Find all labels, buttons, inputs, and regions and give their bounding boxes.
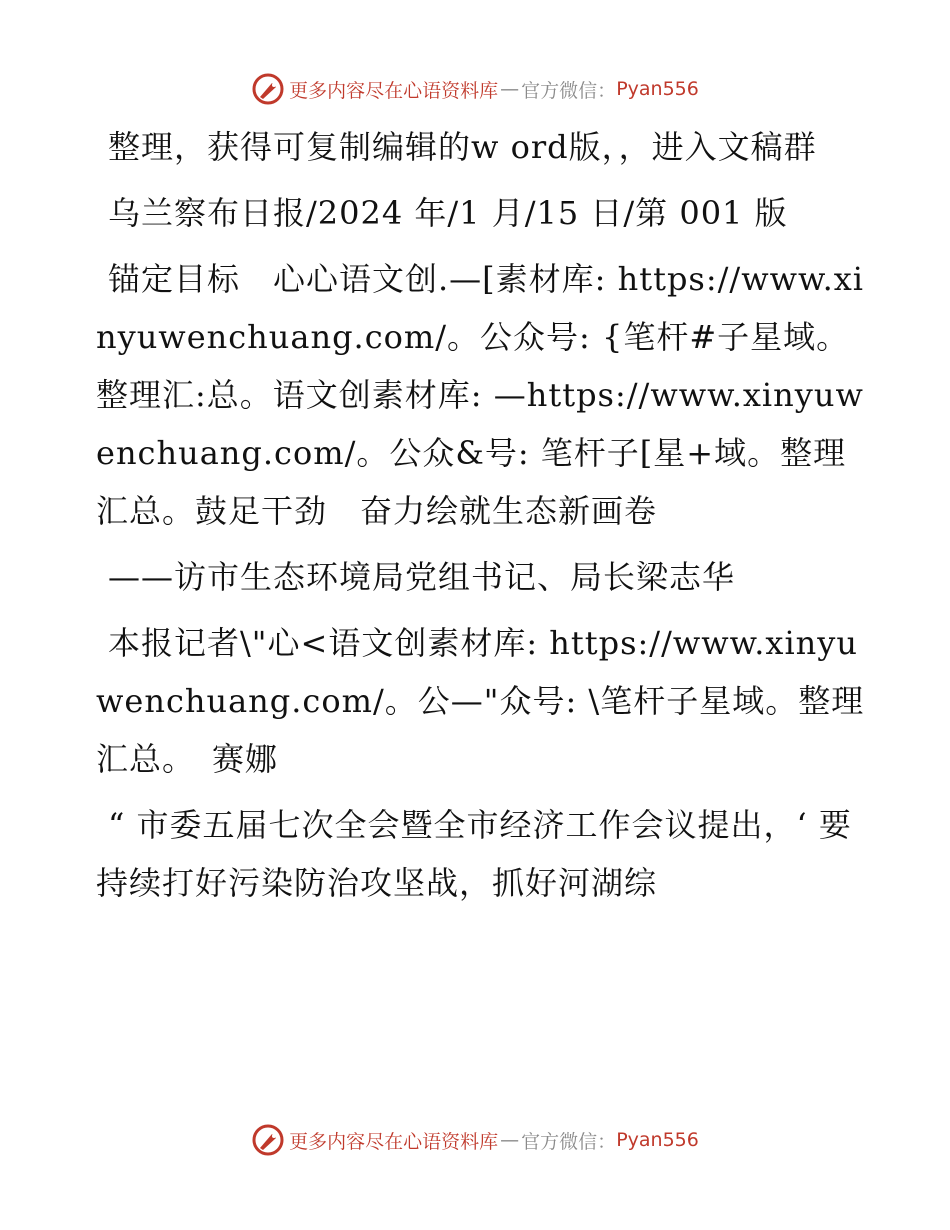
paragraph-subtitle: ——访市生态环境局党组书记、局长梁志华 <box>108 558 736 596</box>
banner-wechat-id: Pyan556 <box>616 1129 699 1151</box>
paragraph-byline: 本报记者\"心<语文创素材库: https://www.xinyuwenchuang.com/。公—"众号: \笔杆子星域。整理汇总。 赛娜 <box>96 624 865 778</box>
paragraph-body: “ 市委五届七次全会暨全市经济工作会议提出，‘ 要持续打好污染防治攻坚战，抓好河湖综 <box>96 806 852 902</box>
paragraph-headline: 锚定目标 心心语文创.—[素材库: https://www.xinyuwenchuang.com/。公众号: {笔杆#子星域。整理汇:总。语文创素材库: —https://www.xinyuwenchuang.com/。公众&号: 笔杆子[星+域。整理汇总。鼓足干劲 奋力绘就生态新画卷 <box>96 260 865 530</box>
pen-nib-logo-icon <box>251 1123 285 1157</box>
document-body <box>96 118 866 920</box>
header-watermark-banner <box>0 72 950 106</box>
banner-wechat-id: Pyan556 <box>616 78 699 100</box>
banner-separator: — <box>500 1129 520 1151</box>
pen-nib-logo-icon <box>251 72 285 106</box>
banner-wechat-label: 官方微信： <box>521 79 617 102</box>
paragraph-intro: 整理，获得可复制编辑的w ord版，，进入文稿群 <box>108 128 817 166</box>
banner-title: 更多内容尽在心语资料库 <box>289 1130 499 1153</box>
banner-separator: — <box>500 78 520 100</box>
banner-title: 更多内容尽在心语资料库 <box>289 79 499 102</box>
paragraph-source-line: 乌兰察布日报/2024 年/1 月/15 日/第 001 版 <box>108 194 788 232</box>
footer-watermark-banner <box>0 1123 950 1157</box>
banner-wechat-label: 官方微信： <box>521 1130 617 1153</box>
